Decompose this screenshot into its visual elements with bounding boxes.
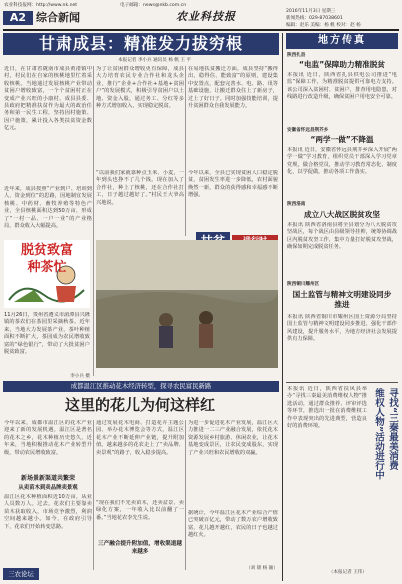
- sidebar-item2-region: 安徽省怀远县荆芥乡: [287, 128, 329, 133]
- bottom-col2-text: 通过发展花木电商、打造花卉主题公园、举办花木博览会等方式，温江区花木产业不断延伸产业链，提升附加值。越来越多的花农走上了“卖品牌、卖景观”的路子，收入稳步提高。: [96, 420, 184, 456]
- bottom-col2b-text: “现在我们不光卖苗木，还卖盆景、卖绿化方案，一年收入比以前翻了一番。”当地花农李先生说。: [96, 500, 184, 521]
- main-col1-text: 近日，在甘肃省陇南市成县黄渚镇中村，村民们在自家的核桃地里忙着采收核桃。当地通过发展核桃产业带动贫困户增收致富，一个个贫困村正在变成产业兴旺的小康村。成县县委、县政府把精准扶贫作为最大的政治任务和第一民生工程，坚持因村施策、因户施策，累计投入各类扶贫资金数亿元。: [4, 66, 92, 132]
- sidebar-item4-body: 本报讯 陕西省铜川市耀州区国土资源分局坚持国土监管与精神文明建设同步推进，强化干部作风建设，提升服务水平，为地方经济社会发展提供有力保障。: [287, 314, 397, 343]
- main-col1b-text: 近年来，成县按照“产业到户、培训到人、资金到位”的思路，因地制宜发展核桃、中药材、畜牧养殖等特色产业，全县核桃面积达到50万亩，形成了“一村一品、一户一业”的产业格局，群众收入大幅提高。: [4, 186, 92, 230]
- brand-logo: 农业科技报: [176, 10, 236, 23]
- sidebar-item1-body: 本报讯 近日，陕西省扎县供电公司推进“电监”保障工作，为精准脱贫提供可靠电力支持。该公司深入贫困村、贫困户，排查用电隐患，对线路进行改造升级，确保贫困户用电安全可靠。: [287, 72, 397, 101]
- sidebar-item2-title: “两学一做”不降温: [310, 135, 374, 144]
- sidebar-bottom-body: 本报讯 近日，陕西省扶风县举办“寻找三秦最美消费维权人物”推选活动，通过群众推荐、评审评选等环节，推选出一批在消费维权工作中表现突出的先进典型，营造良好的消费环境。: [287, 386, 367, 430]
- main-col2b-text: “以前我们家就靠种点玉米、小麦，一年到头也挣不了几个钱。现在加入了合作社，种上了核桃，还在合作社打工，日子越过越好了。”村民王大爷高兴地说。: [96, 170, 184, 206]
- bottom-col1b-text: 温江区花木种植面积近10万亩，从业人员数万人。过去，花农们主要靠卖苗木获取收入，市场竞争激烈，利润空间越来越小。如今，在政府引导下，花农们开始转变思路。: [4, 494, 92, 530]
- section-tag: A2: [3, 11, 33, 25]
- column-rule-1: [93, 66, 94, 376]
- email-line: 电子邮箱：news@nkb.com.cn: [120, 3, 187, 8]
- sidebar-bottom-credit: （本报记者 王伟）: [328, 570, 367, 575]
- main-col2-text: 为了让贫困群众增收更有保障，成县大力培育农民专业合作社和龙头企业，推行“企业+合作社+基地+贫困户”的发展模式，积极引导贫困户以土地、资金入股，通过务工、分红等多种方式增加收入，实现稳定脱贫。: [96, 66, 184, 110]
- cartoon-title-1: 脱贫致富: [20, 243, 73, 258]
- news-hotline: 新闻热线：029-87038601: [286, 16, 343, 21]
- main-col3-text: 在易地扶贫搬迁方面，成县坚持“搬得出、稳得住、能致富”的原则，建设集中安置点，配套完善水、电、路、讯等基础设施，让搬迁群众住上了新房子，过上了好日子。同时加强技能培训，提升贫困群众自我发展能力。: [188, 66, 278, 110]
- sidebar-rule: [282, 33, 283, 581]
- bottom-credit: （刘 锦 杨 颖）: [246, 566, 278, 571]
- sidebar-header: 地方传真: [318, 35, 366, 46]
- cartoon-caption: 11月26日，贵州省遵义市湄潭县兴隆镇的茶农们在茶园里采摘秋茶。近年来，当地大力发展茶产业，茶叶种植面积不断扩大，茶园成为农民增收致富的“绿色银行”，带动了大批贫困户脱贫致富。: [4, 312, 90, 356]
- bottom-sub2: 三产融合提升附加值，增收渠道越来越多: [98, 541, 182, 555]
- bottom-sub1b: 从卖苗木到卖品牌卖景观: [18, 485, 78, 491]
- column-rule-2: [185, 66, 186, 236]
- sidebar-item3-body: 本报讯 陕西省洛南县将全县划分为八大脱贫攻坚战区，每个战区由县级领导挂帅，统筹协调战区内脱贫攻坚工作，集中力量打好脱贫攻坚战，确保如期完成脱贫任务。: [287, 222, 397, 251]
- issue-date: 2016年11月3日 星期三: [286, 9, 336, 14]
- column-rule-4: [185, 420, 186, 570]
- cartoon-credit: 李小兵 摄: [70, 374, 90, 379]
- sidebar-item2-body: 本报讯 近日，安徽省怀远县荆芥乡深入开展“两学一做”学习教育，组织党员干部深入学习党章党规，做合格党员，推动学习教育常态化、制度化，以学促做，推动各项工作落实。: [287, 147, 397, 176]
- main-col3b-text: 今年以来，全县已实现贫困人口稳定脱贫，贫困发生率进一步降低，农村面貌焕然一新，群众的获得感和幸福感不断增强。: [188, 170, 278, 199]
- sidebar-item4-region: 陕西铜川耀州区: [287, 282, 320, 287]
- sidebar-vertical-title-1: 寻找“三秦最美消费: [387, 388, 398, 471]
- sidebar-vertical-title-2: 维权人物”活动进行中: [373, 388, 384, 480]
- section-name: 综合新闻: [36, 11, 80, 24]
- footer-label: 三农论坛: [3, 568, 39, 580]
- sidebar-item1-region: 陕西扎县: [287, 53, 306, 58]
- bottom-tagline: 成都温江区推动花木经济转型，探寻农民富民新路: [70, 382, 212, 390]
- editor-credits: 编辑：赵乐 美编：杨 帆 校对：赵 杨: [286, 23, 361, 28]
- column-rule-3: [93, 420, 94, 570]
- cartoon-title-2: 种茶忙: [27, 260, 67, 275]
- site-line: 农业科技报网：http://www.nk.net: [4, 3, 78, 8]
- sidebar-divider: [286, 382, 398, 383]
- bottom-headline: 这里的花儿为何这样红: [64, 396, 215, 414]
- main-headline: 甘肃成县：精准发力拔穷根: [38, 34, 243, 53]
- field-photo: [96, 240, 278, 368]
- masthead-rule: [3, 29, 399, 31]
- bottom-col3-text: 为进一步促进花木产业发展，温江区大力推进一二三产业融合发展，依托花木资源发展乡村旅游、休闲农业，让花木基地变成景区，让农民变成股东，实现了产业兴旺和农民增收的双赢。: [188, 420, 278, 456]
- sidebar-item3-title: 成立八大战区脱贫攻坚: [304, 210, 380, 219]
- bottom-col1-text: 今年以来，成都市温江区的花木产业迎来了新的发展机遇。温江区是著名的花木之乡，花木种植历史悠久，近年来，当地积极推动花木产业转型升级，带动农民增收致富。: [4, 420, 92, 456]
- bottom-sub1: 新场景新渠道共繁荣: [20, 475, 75, 482]
- sidebar-item1-title: “电监”保障助力精准脱贫: [299, 60, 385, 69]
- sidebar-item3-region: 陕西洛南: [287, 202, 306, 207]
- main-byline: 本报记者 李小兵 通讯员 杨 帆 王 平: [118, 58, 192, 63]
- sidebar-item4-title: 国土监管与精神文明建设同步推进: [292, 290, 392, 309]
- bottom-col3b-text: 据统计，今年温江区花木产业综合产值已突破百亿元，带动了数万农户增收致富，花儿越开越红，农民的日子也越过越红火。: [188, 510, 278, 539]
